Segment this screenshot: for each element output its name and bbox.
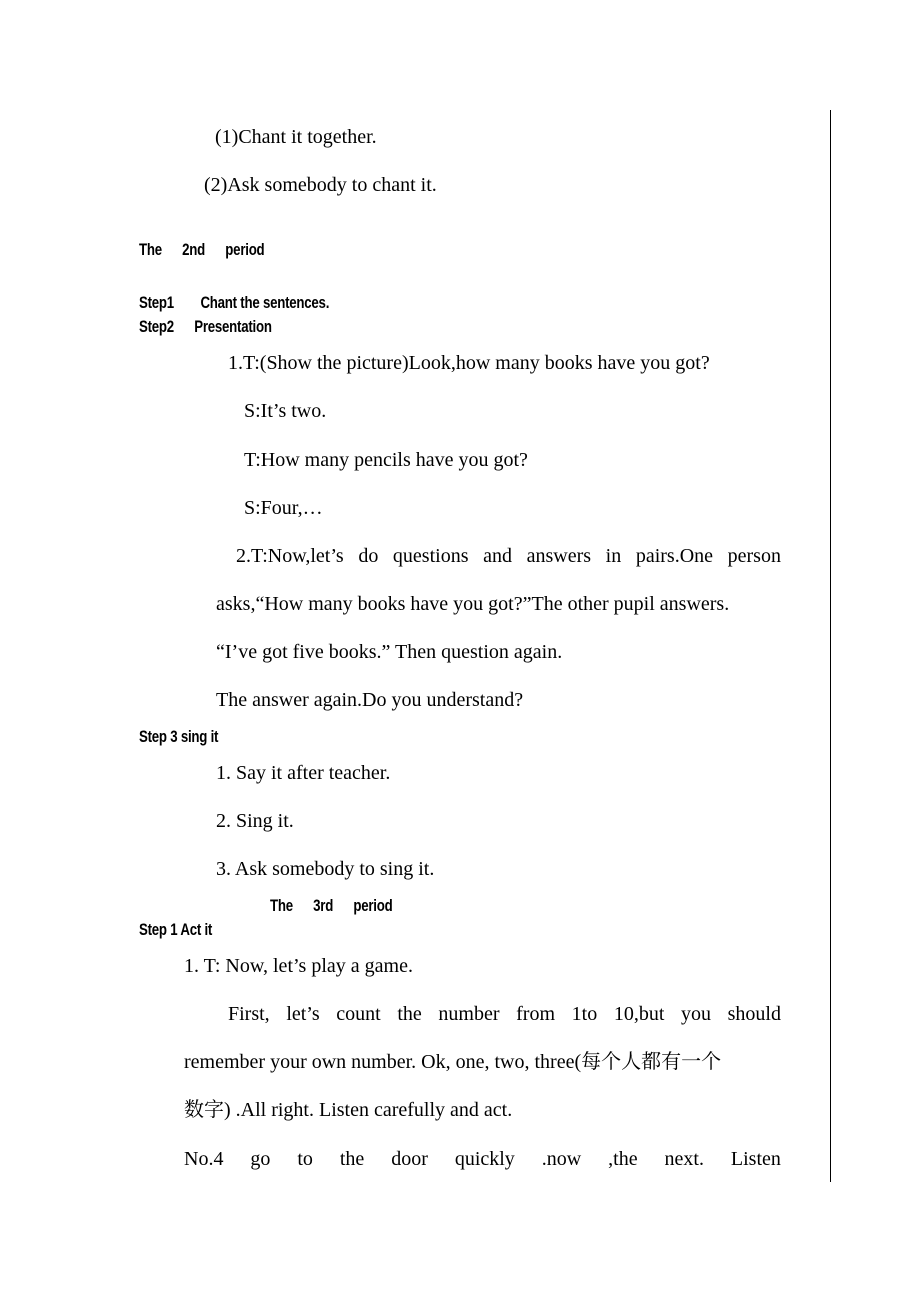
list-item: 1. T: Now, let’s play a game. — [184, 955, 413, 977]
word: the — [397, 1003, 422, 1025]
word: let’s — [286, 1003, 320, 1025]
step-title: Presentation — [194, 317, 272, 336]
text-line: “I’ve got five books.” Then question again. — [216, 641, 563, 663]
word: 10,but — [613, 1003, 665, 1025]
word: to — [297, 1148, 313, 1170]
word: quickly — [454, 1148, 515, 1170]
period-heading — [139, 240, 264, 260]
list-item: 3. Ask somebody to sing it. — [216, 858, 435, 880]
text-line: S:Four,… — [244, 497, 323, 519]
word: 1to — [571, 1003, 598, 1025]
text-line: (1)Chant it together. — [215, 126, 377, 148]
word: the — [339, 1148, 365, 1170]
text-line: remember your own number. Ok, one, two, three(每个人都有一个 — [184, 1051, 722, 1073]
list-item: 1. Say it after teacher. — [216, 762, 391, 784]
word: pairs.One — [635, 545, 714, 567]
word: First, — [228, 1003, 270, 1025]
text-line-justified — [228, 1002, 781, 1026]
list-item: 2. Sing it. — [216, 810, 294, 832]
text-line: 1.T:(Show the picture)Look,how many books have you got? — [228, 352, 710, 374]
heading-word: period — [353, 896, 393, 915]
word: questions — [392, 545, 469, 567]
heading-word: The — [139, 240, 162, 259]
heading-word: 2nd — [182, 240, 206, 259]
word: 2.T:Now,let’s — [236, 545, 344, 567]
text-line: T:How many pencils have you got? — [244, 449, 528, 471]
word: Listen — [730, 1148, 781, 1170]
word: from — [516, 1003, 556, 1025]
text-line: (2)Ask somebody to chant it. — [204, 174, 437, 196]
step-heading: Step 3 sing it — [139, 727, 219, 746]
text-line-justified — [184, 1147, 781, 1171]
word: go — [250, 1148, 271, 1170]
word: next. — [664, 1148, 704, 1170]
word: ,the — [608, 1148, 638, 1170]
word: door — [391, 1148, 428, 1170]
step-label: Step1 — [139, 293, 174, 312]
period-heading — [270, 896, 392, 916]
step-title: Chant the sentences. — [200, 293, 330, 312]
heading-word: period — [225, 240, 265, 259]
word: and — [483, 545, 512, 567]
word: answers — [526, 545, 592, 567]
word: No.4 — [184, 1148, 224, 1170]
word: person — [727, 545, 781, 567]
text-line: S:It’s two. — [244, 400, 327, 422]
text-line: asks,“How many books have you got?”The other pupil answers. — [216, 593, 730, 615]
step-heading — [139, 317, 272, 337]
word: do — [358, 545, 379, 567]
word: count — [336, 1003, 381, 1025]
text-line: The answer again.Do you understand? — [216, 689, 524, 711]
text-line: 数字) .All right. Listen carefully and act. — [184, 1099, 513, 1121]
step-heading: Step 1 Act it — [139, 920, 213, 939]
heading-word: 3rd — [313, 896, 334, 915]
word: you — [681, 1003, 712, 1025]
word: .now — [541, 1148, 582, 1170]
word: should — [727, 1003, 781, 1025]
word: in — [605, 545, 622, 567]
text-line-justified — [236, 544, 781, 568]
step-label: Step2 — [139, 317, 174, 336]
word: number — [438, 1003, 500, 1025]
step-heading — [139, 293, 329, 313]
heading-word: The — [270, 896, 293, 915]
page-border-line — [830, 110, 831, 1182]
